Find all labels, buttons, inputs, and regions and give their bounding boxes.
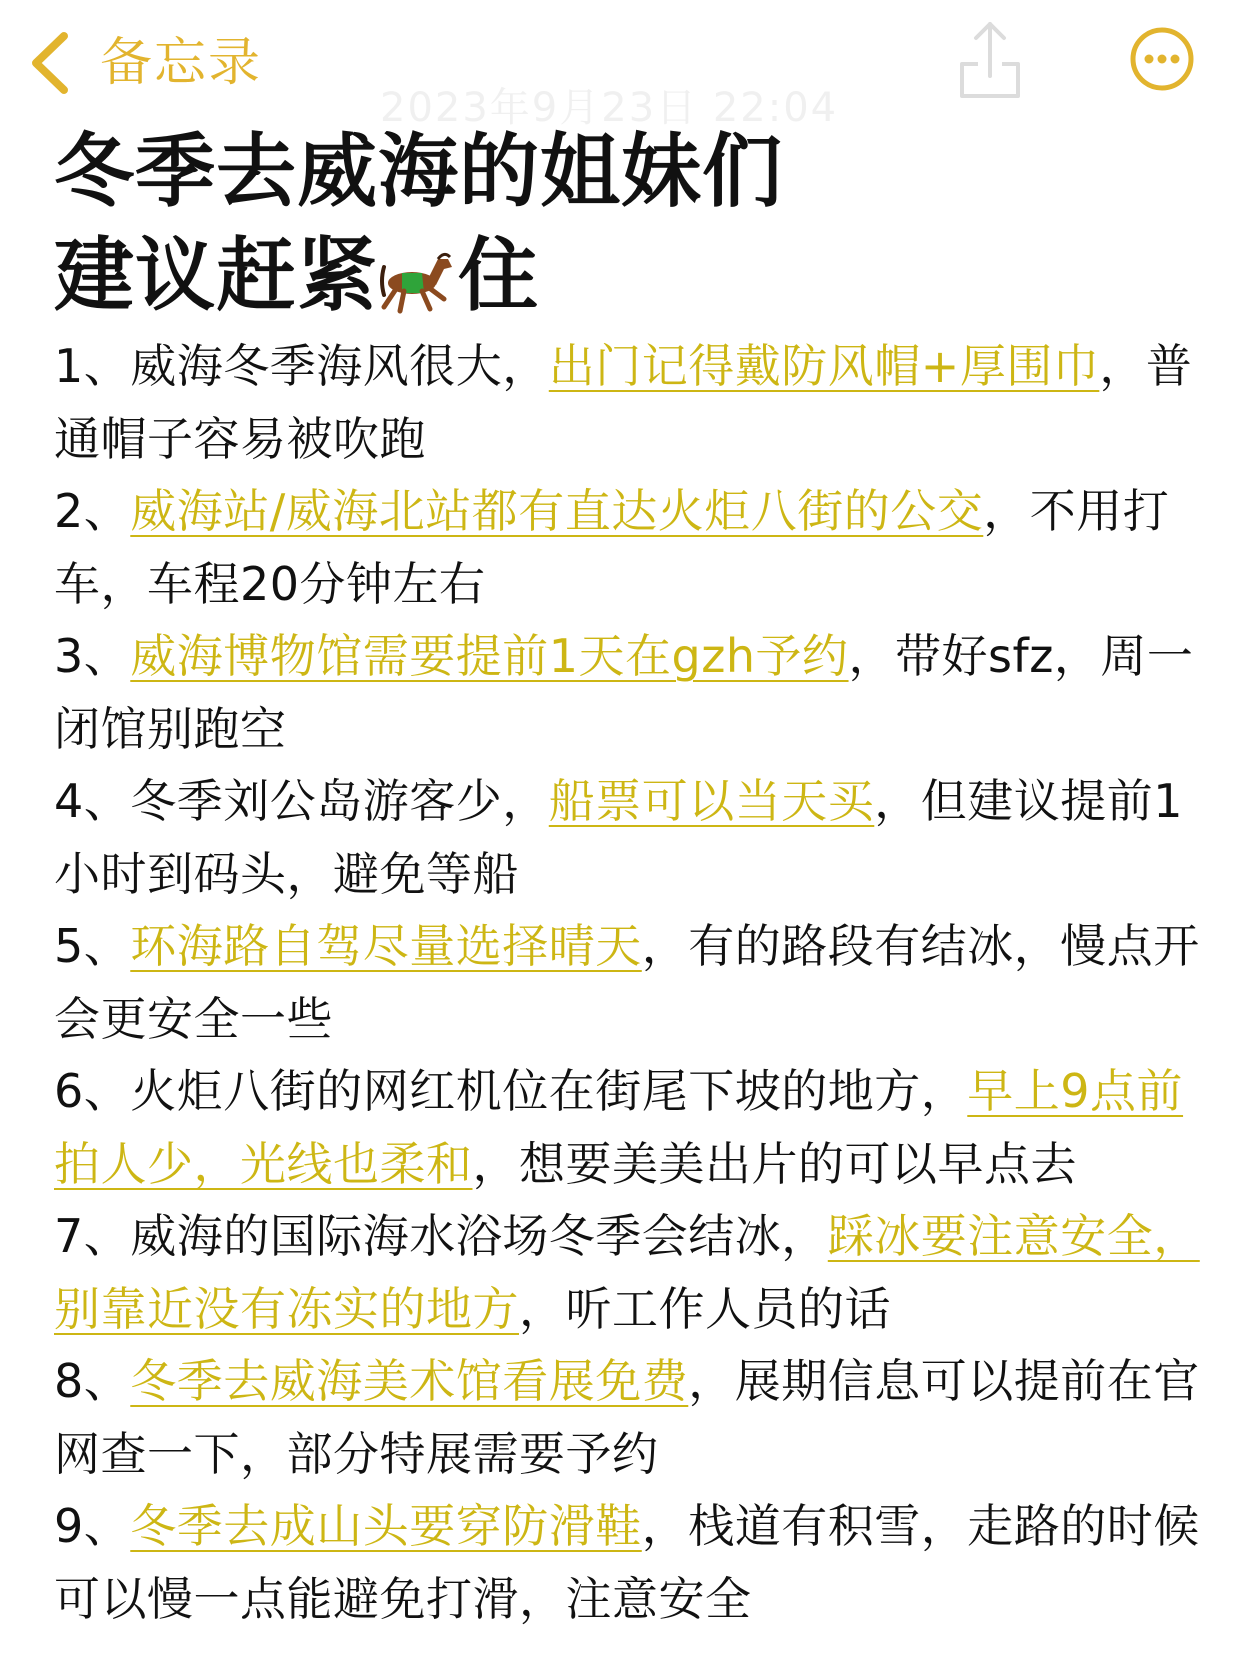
item-text: ，有的路段有结冰，慢点开会更安全一些 (54, 919, 1200, 1046)
list-item (54, 1055, 1204, 1200)
item-number: 5、 (54, 919, 131, 973)
item-number: 6、 (54, 1064, 131, 1118)
item-highlight: 威海站/威海北站都有直达火炬八街的公交 (130, 484, 984, 538)
item-text: 火炬八街的网红机位在街尾下坡的地方， (130, 1064, 968, 1118)
note-title (54, 120, 1204, 328)
horse-emoji-icon (378, 245, 458, 317)
item-text: ，栈道有积雪，走路的时候可以慢一点能避免打滑，注意安全 (54, 1499, 1200, 1626)
item-text: ，带好sfz，周一闭馆别跑空 (54, 629, 1194, 756)
item-text: ，展期信息可以提前在官网查一下，部分特展需要予约 (54, 1354, 1200, 1481)
item-number: 7、 (54, 1209, 131, 1263)
item-number: 2、 (54, 484, 131, 538)
item-text: 威海的国际海水浴场冬季会结冰， (130, 1209, 828, 1263)
back-button[interactable] (26, 28, 262, 98)
note-date: 2023年9月23日 22:04 (380, 85, 839, 131)
item-text: ，普通帽子容易被吹跑 (54, 339, 1193, 466)
item-text: 冬季刘公岛游客少， (130, 774, 549, 828)
item-highlight: 环海路自驾尽量选择晴天 (130, 919, 642, 973)
item-highlight: 早上9点前拍人少，光线也柔和 (54, 1064, 1184, 1191)
item-text: ，想要美美出片的可以早点去 (472, 1136, 1077, 1191)
title-line-2-after: 住 (458, 229, 539, 322)
title-line-2 (54, 224, 1204, 328)
list-item (54, 765, 1204, 910)
item-text: ，不用打车，车程20分钟左右 (54, 484, 1170, 611)
item-highlight: 踩冰要注意安全，别靠近没有冻实的地方 (54, 1209, 1200, 1336)
item-number: 8、 (54, 1354, 131, 1408)
navigation-bar (0, 0, 1242, 131)
title-line-2-before: 建议赶紧 (54, 229, 378, 322)
list-item (54, 475, 1204, 620)
item-highlight: 威海博物馆需要提前1天在gzh予约 (130, 629, 849, 683)
list-item (54, 620, 1204, 765)
back-label: 备忘录 (100, 33, 263, 93)
list-item (54, 1200, 1204, 1345)
title-line-1: 冬季去威海的姐妹们 (54, 125, 783, 218)
item-text: ，但建议提前1小时到码头，避免等船 (54, 774, 1184, 901)
list-item (54, 1490, 1204, 1635)
item-highlight: 冬季去威海美术馆看展免费 (130, 1354, 689, 1408)
item-number: 4、 (54, 774, 131, 828)
chevron-left-icon (26, 30, 72, 96)
note-body[interactable] (54, 330, 1204, 1635)
more-icon[interactable] (1129, 26, 1195, 92)
item-highlight: 冬季去成山头要穿防滑鞋 (130, 1499, 642, 1553)
item-highlight: 船票可以当天买 (548, 774, 875, 828)
item-number: 3、 (54, 629, 131, 683)
item-text: 威海冬季海风很大， (130, 339, 549, 393)
item-text: ，听工作人员的话 (519, 1281, 891, 1336)
item-number: 9、 (54, 1499, 131, 1553)
list-item (54, 1345, 1204, 1490)
list-item (54, 910, 1204, 1055)
item-highlight: 出门记得戴防风帽+厚围巾 (548, 339, 1100, 393)
list-item (54, 330, 1204, 475)
item-number: 1、 (54, 339, 131, 393)
share-icon[interactable] (956, 18, 1024, 102)
